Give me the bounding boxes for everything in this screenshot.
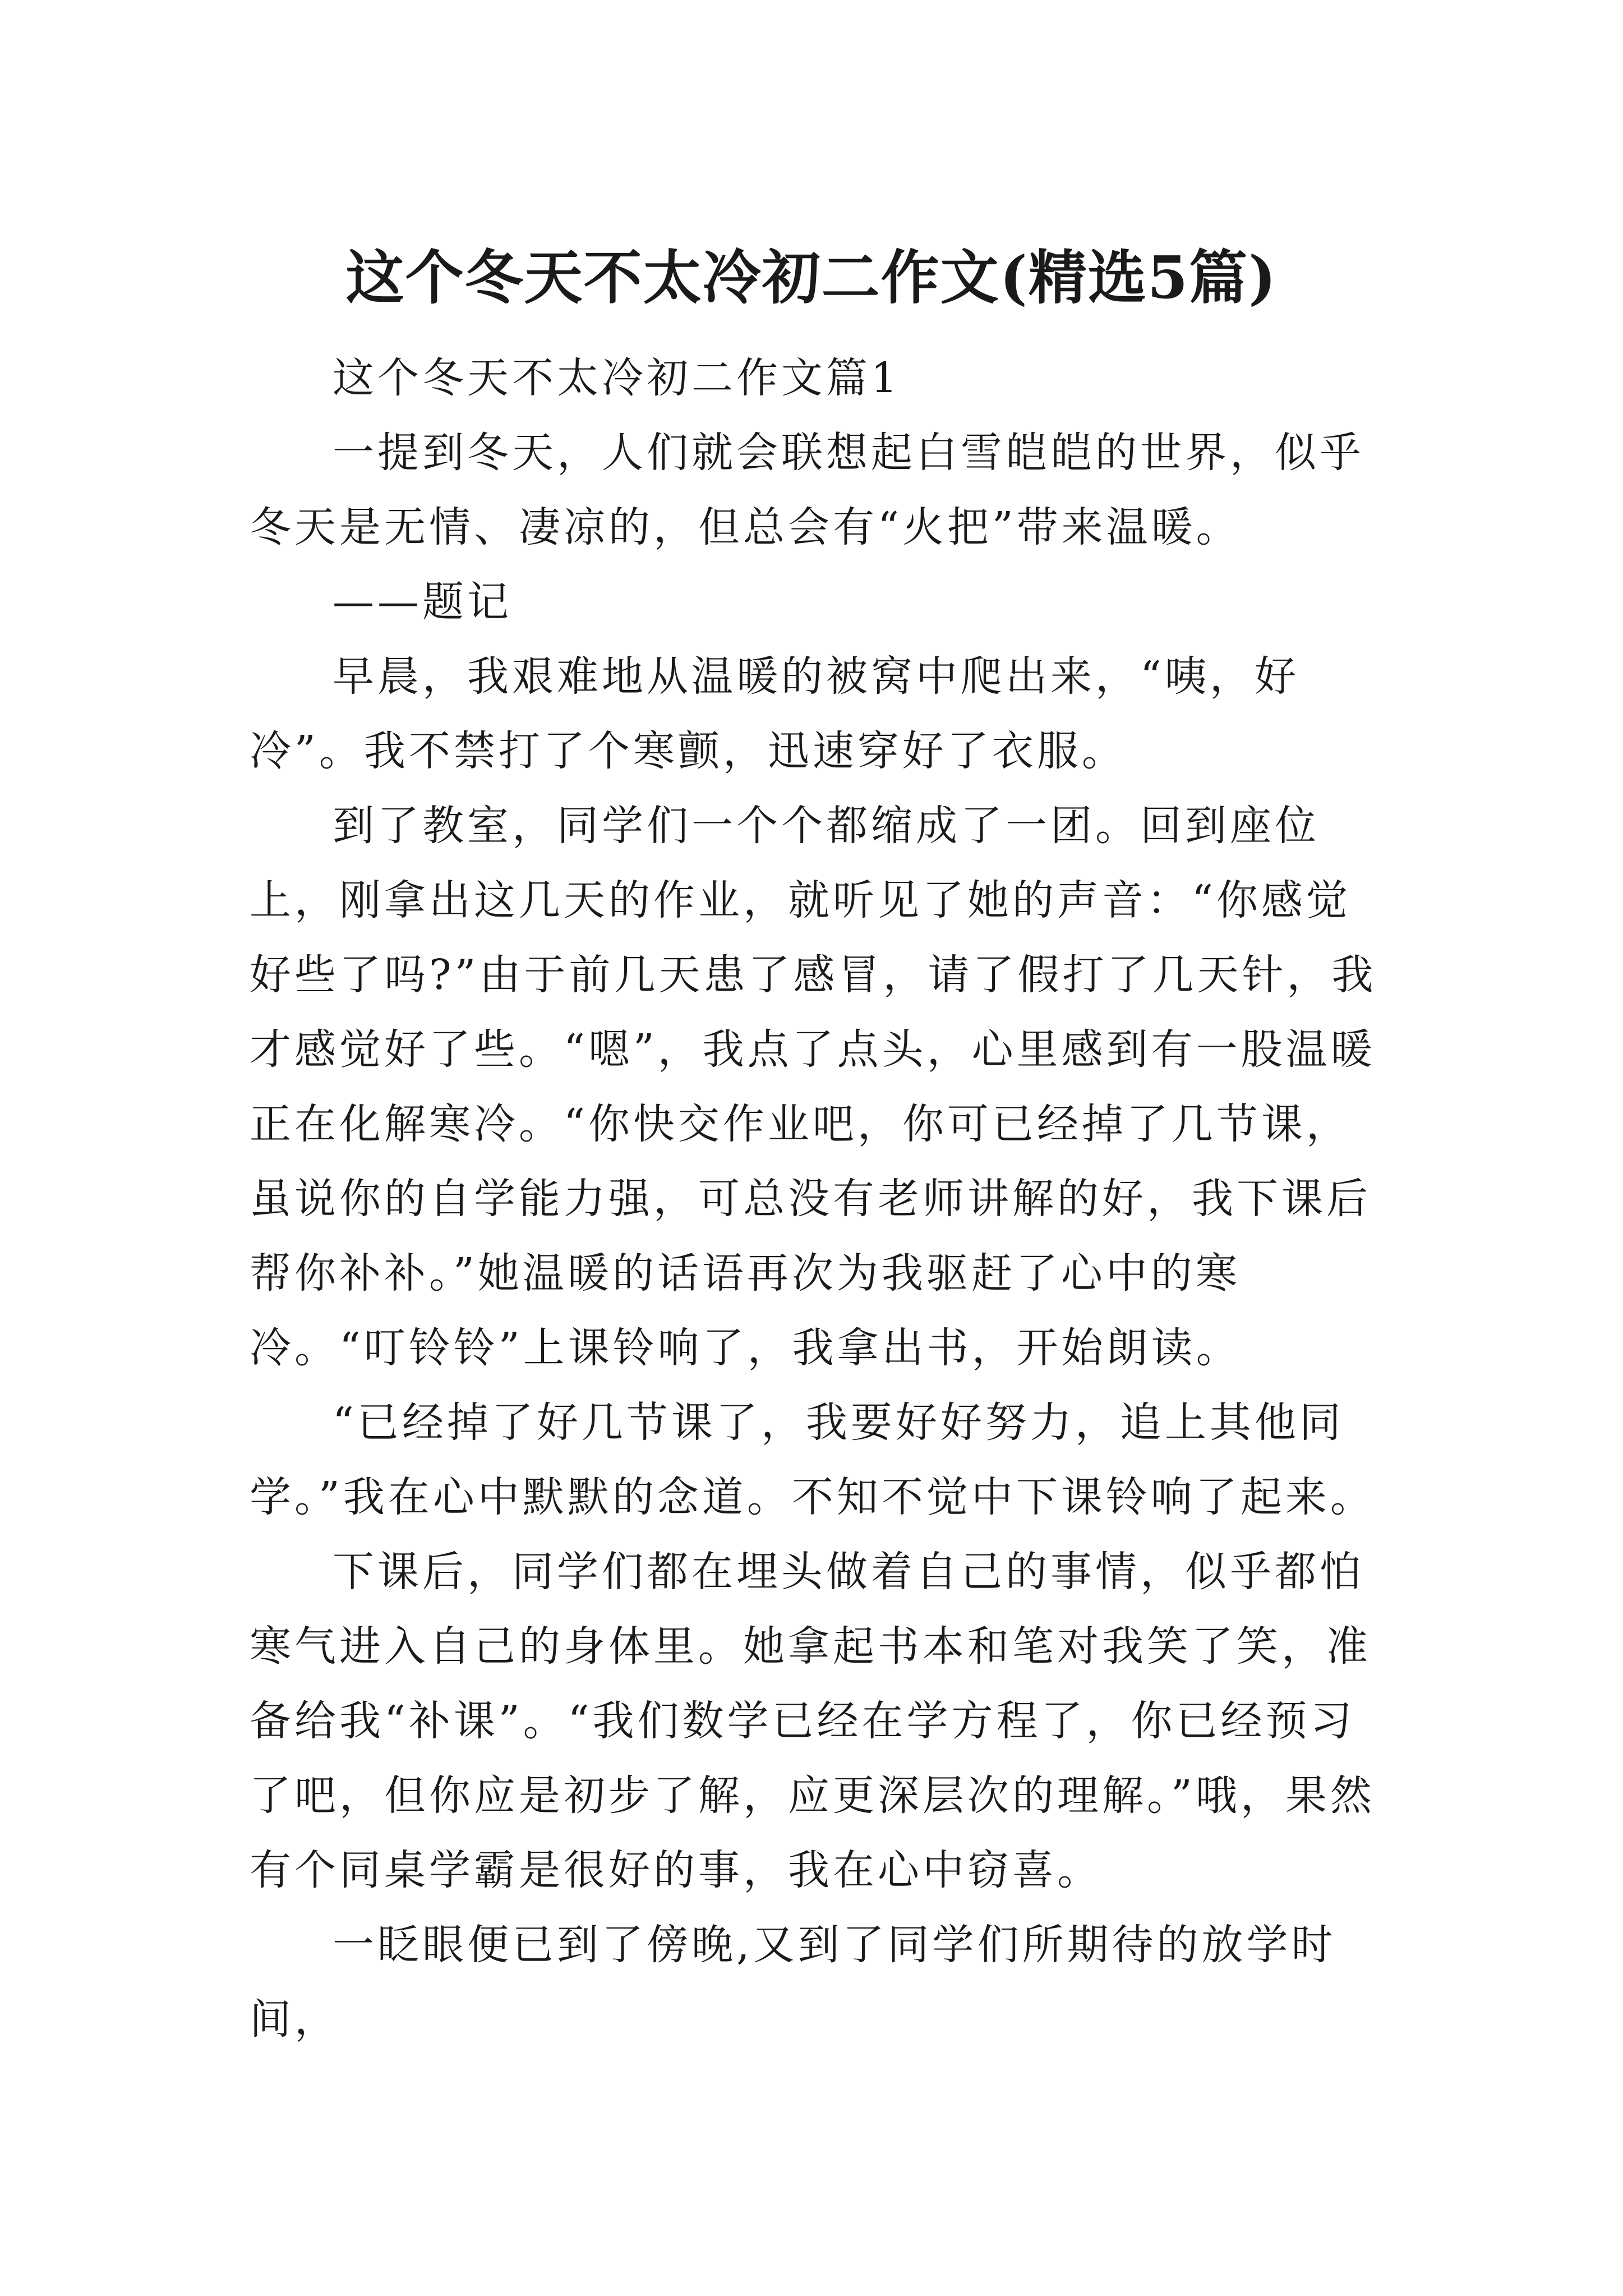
paragraph: 一眨眼便已到了傍晚,又到了同学们所期待的放学时间， [250, 1921, 1336, 2044]
paragraph: 到了教室，同学们一个个都缩成了一团。回到座位上，刚拿出这几天的作业，就听见了她的声音：“你感觉好些了吗?”由于前几天患了感冒，请了假打了几天针，我才感觉好了些。“嗯”，我点了点头，心里感到有一股温暖正在化解寒冷。“你快交作业吧，你可已经掉了几节课，虽说你的自学能力强，可总没有老师讲解的好，我下课后帮你补补。”她温暖的话语再次为我驱赶了心中的寒冷。“叮铃铃”上课铃响了，我拿出书，开始朗读。 [250, 802, 1377, 1372]
document-title: 这个冬天不太冷初二作文(精选5篇) [345, 242, 1278, 312]
document-body [250, 341, 1394, 2057]
paragraph-epigraph: 一提到冬天，人们就会联想起白雪皑皑的世界，似乎冬天是无情、凄凉的，但总会有“火把”带来温暖。 [250, 429, 1364, 551]
paragraph: 下课后，同学们都在埋头做着自己的事情，似乎都怕寒气进入自己的身体里。她拿起书本和笔对我笑了笑，准备给我“补课”。“我们数学已经在学方程了，你已经预习了吧，但你应是初步了解，应更深层次的理解。”哦，果然有个同桌学霸是很好的事，我在心中窃喜。 [250, 1548, 1375, 1894]
paragraph: 早晨，我艰难地从温暖的被窝中爬出来，“咦，好冷”。我不禁打了个寒颤，迅速穿好了衣服。 [250, 652, 1299, 775]
paragraph-epigraph-attribution: ——题记 [333, 578, 512, 626]
paragraph: “已经掉了好几节课了，我要好好努力，追上其他同学。”我在心中默默的念道。不知不觉中下课铃响了起来。 [250, 1398, 1375, 1521]
section-heading: 这个冬天不太冷初二作文篇1 [333, 354, 901, 402]
